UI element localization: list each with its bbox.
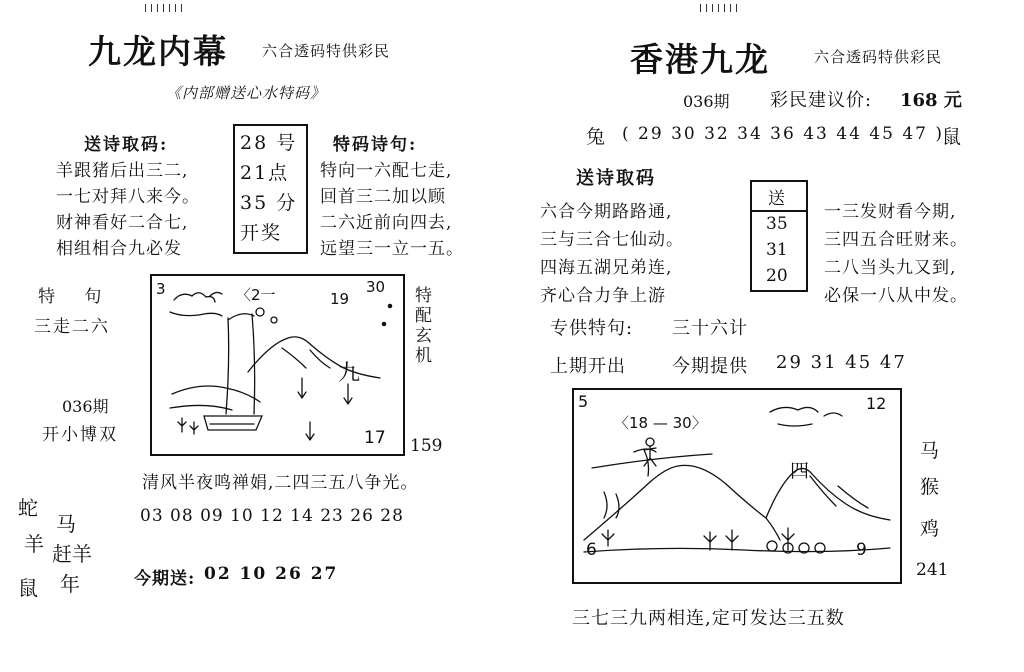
send-box bbox=[750, 180, 808, 292]
left-zodiac-a1: 蛇 bbox=[18, 496, 38, 520]
tema-poem-line: 二六近前向四去, bbox=[320, 213, 453, 233]
tema-poem-label: 特码诗句: bbox=[333, 135, 418, 155]
left-sketch-top-mid: 〈2一 bbox=[236, 286, 276, 304]
right-poem-line: 齐心合力争上游 bbox=[540, 286, 666, 306]
left-zodiac-b3: 年 bbox=[60, 572, 80, 596]
send-box-value: 31 bbox=[766, 240, 788, 260]
left-sketch-mid-char: 九 bbox=[338, 361, 361, 386]
right-price-value: 168 元 bbox=[900, 90, 962, 111]
left-sketch-bottom-num: 17 bbox=[364, 428, 386, 448]
special-label: 专供特句: bbox=[550, 318, 634, 339]
right-sketch-top-right: 12 bbox=[866, 394, 887, 413]
te-ju-label: 特 句 bbox=[38, 287, 114, 307]
draw-time-line: 开奖 bbox=[240, 222, 283, 244]
right-zodiac-start: 兔 bbox=[586, 126, 606, 148]
right-sketch-frame bbox=[572, 388, 902, 584]
right-sketch-top-left: 5 bbox=[578, 392, 589, 411]
left-issue: 036期 bbox=[62, 397, 109, 416]
left-title-sub: 六合透码特供彩民 bbox=[262, 42, 391, 60]
right-poem-lines bbox=[540, 198, 684, 310]
right-price-label: 彩民建议价: bbox=[770, 90, 873, 111]
left-frame-number: 159 bbox=[410, 436, 443, 456]
draw-time-line: 28 号 bbox=[240, 132, 298, 154]
send-box-head: 送 bbox=[768, 189, 785, 209]
right-sketch-mid-char: 四 bbox=[790, 460, 810, 482]
right-issue: 036期 bbox=[683, 92, 730, 111]
special-value: 三十六计 bbox=[672, 318, 748, 339]
left-caption: 清风半夜鸣禅娟,二四三五八争光。 bbox=[142, 473, 419, 493]
tema-poem-line: 回首三二加以顾 bbox=[320, 187, 446, 207]
right-poem-line: 三与三合七仙动。 bbox=[540, 230, 684, 250]
right-number-head: ( 29 30 32 34 36 43 44 45 47 ) bbox=[622, 124, 944, 144]
draw-time-line: 35 分 bbox=[240, 192, 298, 214]
left-vertical-label: 特配玄机 bbox=[411, 286, 431, 366]
right-frame-number: 241 bbox=[916, 560, 949, 580]
right-side-poem-line: 二八当头九又到, bbox=[824, 258, 957, 278]
left-poem-line: 一七对拜八来今。 bbox=[56, 187, 200, 207]
left-title: 九龙内幕 bbox=[88, 32, 228, 71]
left-send-numbers: 02 10 26 27 bbox=[204, 564, 339, 584]
left-zodiac-a2: 羊 bbox=[24, 532, 44, 556]
left-send-label: 今期送: bbox=[134, 569, 196, 589]
left-zodiac-a3: 鼠 bbox=[18, 576, 38, 600]
left-sketch-top-left: 3 bbox=[156, 280, 166, 298]
tema-poem-line: 远望三一立一五。 bbox=[320, 239, 464, 259]
tema-poem-lines bbox=[320, 158, 464, 262]
left-italic-note: 《内部赠送心水特码》 bbox=[166, 84, 327, 102]
right-sketch-top-mid: 〈18 — 30〉 bbox=[614, 414, 707, 432]
this-draw-numbers: 29 31 45 47 bbox=[776, 352, 907, 373]
left-zodiac-b1: 马 bbox=[56, 512, 76, 536]
left-zodiac-b2: 赶羊 bbox=[52, 542, 92, 566]
right-zodiac-2: 猴 bbox=[920, 476, 940, 498]
last-draw-label: 上期开出 bbox=[550, 356, 626, 377]
send-box-value: 35 bbox=[766, 214, 788, 234]
right-zodiac-3: 鸡 bbox=[920, 518, 940, 540]
left-poem-line: 羊跟猪后出三二, bbox=[56, 161, 189, 181]
right-zodiac-end: 鼠 bbox=[942, 126, 962, 148]
left-poem-line: 相组相合九必发 bbox=[56, 239, 182, 259]
right-sketch-bottom-left: 6 bbox=[586, 540, 597, 560]
left-sketch-top-num2: 30 bbox=[366, 278, 386, 296]
left-issue-note: 开小博双 bbox=[42, 425, 118, 445]
panel-divider bbox=[511, 0, 512, 672]
send-box-value: 20 bbox=[766, 266, 788, 286]
tema-poem-line: 特向一六配七走, bbox=[320, 161, 453, 181]
left-sketch-top-num1: 19 bbox=[330, 290, 350, 308]
right-title: 香港九龙 bbox=[630, 40, 770, 79]
this-draw-label: 今期提供 bbox=[672, 356, 748, 377]
right-side-poem bbox=[824, 198, 968, 310]
right-poem-line: 六合今期路路通, bbox=[540, 202, 673, 222]
right-poem-line: 四海五湖兄弟连, bbox=[540, 258, 673, 278]
right-sketch-bottom-right: 9 bbox=[856, 540, 867, 560]
left-poem-line: 财神看好二合七, bbox=[56, 213, 189, 233]
right-side-poem-line: 三四五合旺财来。 bbox=[824, 230, 968, 250]
left-poem-label: 送诗取码: bbox=[84, 135, 169, 155]
right-zodiac-1: 马 bbox=[920, 440, 940, 462]
right-poem-label: 送诗取码 bbox=[576, 168, 656, 189]
left-sketch-frame bbox=[150, 274, 405, 456]
right-side-poem-line: 一三发财看今期, bbox=[824, 202, 957, 222]
right-panel bbox=[512, 0, 1024, 672]
right-title-sub: 六合透码特供彩民 bbox=[814, 48, 943, 66]
left-number-row: 03 08 09 10 12 14 23 26 28 bbox=[140, 506, 404, 526]
right-caption: 三七三九两相连,定可发达三五数 bbox=[572, 608, 845, 629]
left-poem-lines bbox=[56, 158, 200, 262]
send-box-divider bbox=[752, 210, 806, 212]
te-ju-value: 三走二六 bbox=[34, 317, 110, 337]
draw-time-box bbox=[233, 124, 308, 254]
right-side-poem-line: 必保一八从中发。 bbox=[824, 286, 968, 306]
draw-time-line: 21点 bbox=[240, 162, 290, 184]
